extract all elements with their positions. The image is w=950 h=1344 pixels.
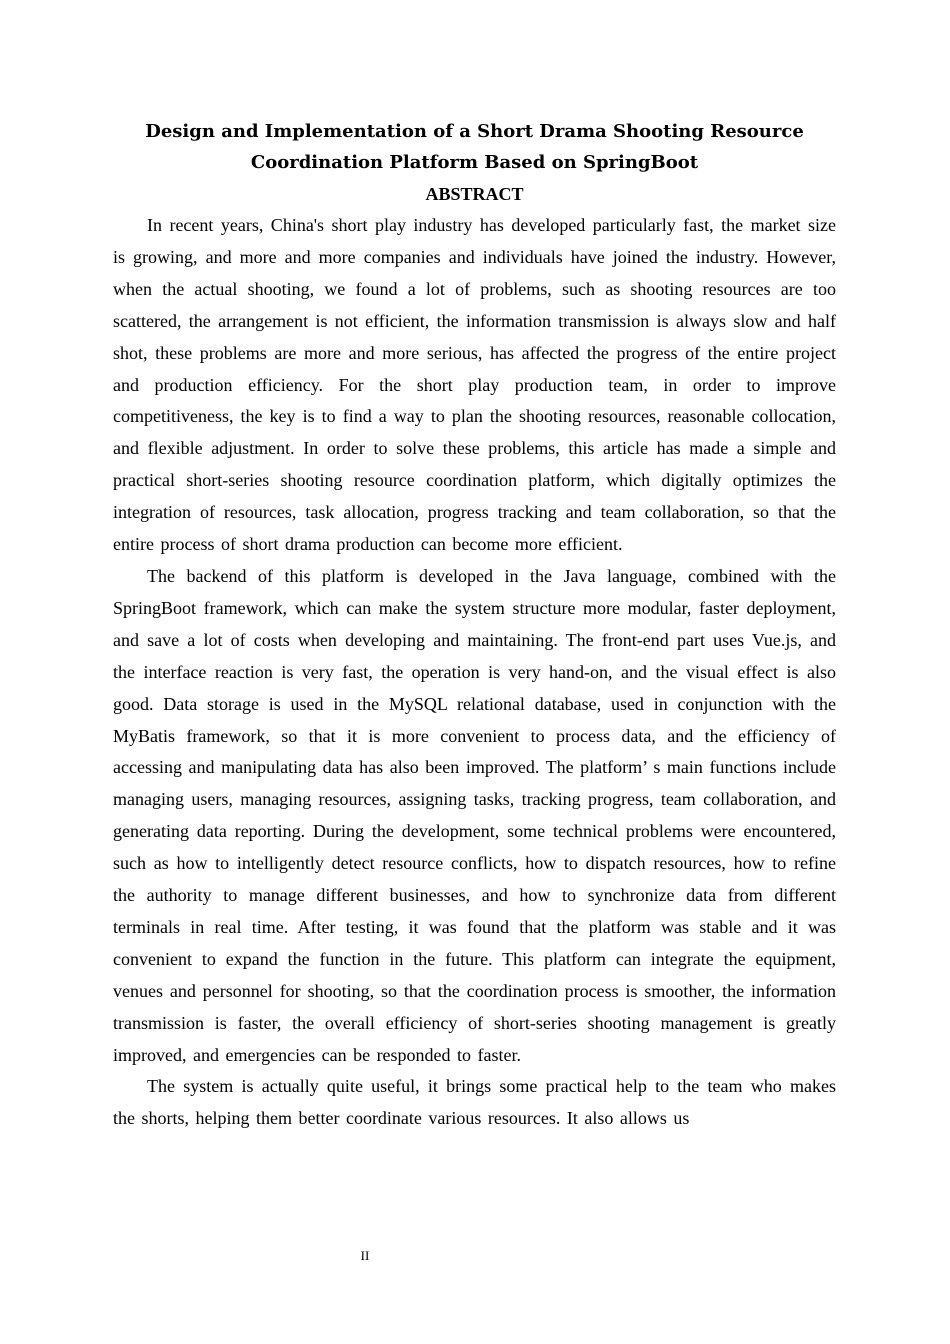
document-title: Design and Implementation of a Short Drama Shooting Resource Coordination Platform Based on SpringBoot bbox=[145, 121, 804, 173]
abstract-body bbox=[113, 210, 836, 1135]
section-heading: ABSTRACT bbox=[425, 184, 524, 204]
abstract-paragraph-1: In recent years, China's short play industry has developed particularly fast, the market size is growing, and more and more companies and individuals have joined the industry. However, when the actual shooting, we found a lot of problems, such as shooting resources are too scattered, the arrangement is not efficient, the information transmission is always slow and half shot, these problems are more and more serious, has affected the progress of the entire project and production efficiency. For the short play production team, in order to improve competitiveness, the key is to find a way to plan the shooting resources, reasonable collocation, and flexible adjustment. In order to solve these problems, this article has made a simple and practical short-series shooting resource coordination platform, which digitally optimizes the integration of resources, task allocation, progress tracking and team collaboration, so that the entire process of short drama production can become more efficient. bbox=[113, 215, 836, 555]
abstract-paragraph-3: The system is actually quite useful, it brings some practical help to the team who makes the shorts, helping them better coordinate various resources. It also allows us bbox=[113, 1076, 836, 1129]
abstract-paragraph-2: The backend of this platform is developed in the Java language, combined with the SpringBoot framework, which can make the system structure more modular, faster deployment, and save a lot of costs when developing and maintaining. The front-end part uses Vue.js, and the interface reaction is very fast, the operation is very hand-on, and the visual effect is also good. Data storage is used in the MySQL relational database, used in conjunction with the MyBatis framework, so that it is more convenient to process data, and the efficiency of accessing and manipulating data has also been improved. The platform’ s main functions include managing users, managing resources, assigning tasks, tracking progress, team collaboration, and generating data reporting. During the development, some technical problems were encountered, such as how to intelligently detect resource conflicts, how to dispatch resources, how to refine the authority to manage different businesses, and how to synchronize data from different terminals in real time. After testing, it was found that the platform was stable and it was convenient to expand the function in the future. This platform can integrate the equipment, venues and personnel for shooting, so that the coordination process is smoother, the information transmission is faster, the overall efficiency of short-series shooting management is greatly improved, and emergencies can be responded to faster. bbox=[113, 565, 836, 1065]
page-number: II bbox=[360, 1248, 370, 1263]
